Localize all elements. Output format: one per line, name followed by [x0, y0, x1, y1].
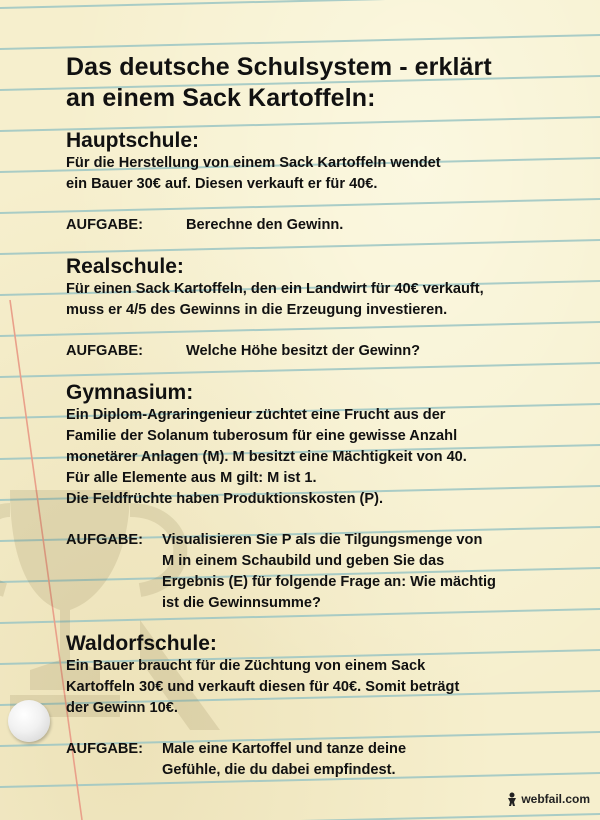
- main-content: [66, 52, 566, 781]
- task-label: AUFGABE:: [66, 343, 144, 359]
- section-heading: Hauptschule:: [66, 129, 200, 152]
- task-label: AUFGABE:: [66, 741, 144, 757]
- section-gymnasium: [66, 381, 566, 614]
- section-heading: Realschule:: [66, 255, 184, 278]
- task-text: Welche Höhe besitzt der Gewinn?: [186, 343, 421, 359]
- section-waldorfschule: [66, 632, 566, 781]
- section-heading: Waldorfschule:: [66, 632, 217, 655]
- task-text: Visualisieren Sie P als die Tilgungsmenge von M in einem Schaubild und geben Sie das Ergebnis (E) für folgende Frage an: Wie mächtig ist die Gewinnsumme?: [162, 532, 496, 611]
- task-label: AUFGABE:: [66, 532, 144, 548]
- webfail-logo-icon: [506, 792, 518, 806]
- section-text: Für einen Sack Kartoffeln, den ein Landwirt für 40€ verkauft, muss er 4/5 des Gewinns in die Erzeugung investieren.: [66, 281, 484, 318]
- page-title: Das deutsche Schulsystem - erklärt an einem Sack Kartoffeln:: [66, 53, 492, 112]
- task-row: [66, 341, 566, 362]
- task-row: [66, 530, 566, 614]
- punch-hole: [8, 700, 50, 742]
- task-text: Berechne den Gewinn.: [186, 217, 344, 233]
- section-text: Für die Herstellung von einem Sack Kartoffeln wendet ein Bauer 30€ auf. Diesen verkauft er für 40€.: [66, 155, 441, 192]
- brand-watermark: [506, 792, 590, 806]
- rule-line: [0, 0, 600, 8]
- brand-text: webfail.com: [521, 792, 590, 806]
- task-label: AUFGABE:: [66, 217, 144, 233]
- section-text: Ein Bauer braucht für die Züchtung von einem Sack Kartoffeln 30€ und verkauft diesen für 40€. Somit beträgt der Gewinn 10€.: [66, 658, 460, 716]
- section-hauptschule: [66, 129, 566, 236]
- section-heading: Gymnasium:: [66, 381, 194, 404]
- section-text: Ein Diplom-Agraringenieur züchtet eine Frucht aus der Familie der Solanum tuberosum für eine gewisse Anzahl monetärer Anlagen (M). M besitzt eine Mächtigkeit von 40. Für alle Elemente aus M gilt: M ist 1. Die Feldfrüchte haben Produktionskosten (P).: [66, 407, 467, 507]
- task-text: Male eine Kartoffel und tanze deine Gefühle, die du dabei empfindest.: [162, 741, 407, 778]
- task-row: [66, 215, 566, 236]
- rule-line: [0, 814, 600, 820]
- section-realschule: [66, 255, 566, 362]
- rule-line: [0, 35, 600, 49]
- task-row: [66, 739, 566, 781]
